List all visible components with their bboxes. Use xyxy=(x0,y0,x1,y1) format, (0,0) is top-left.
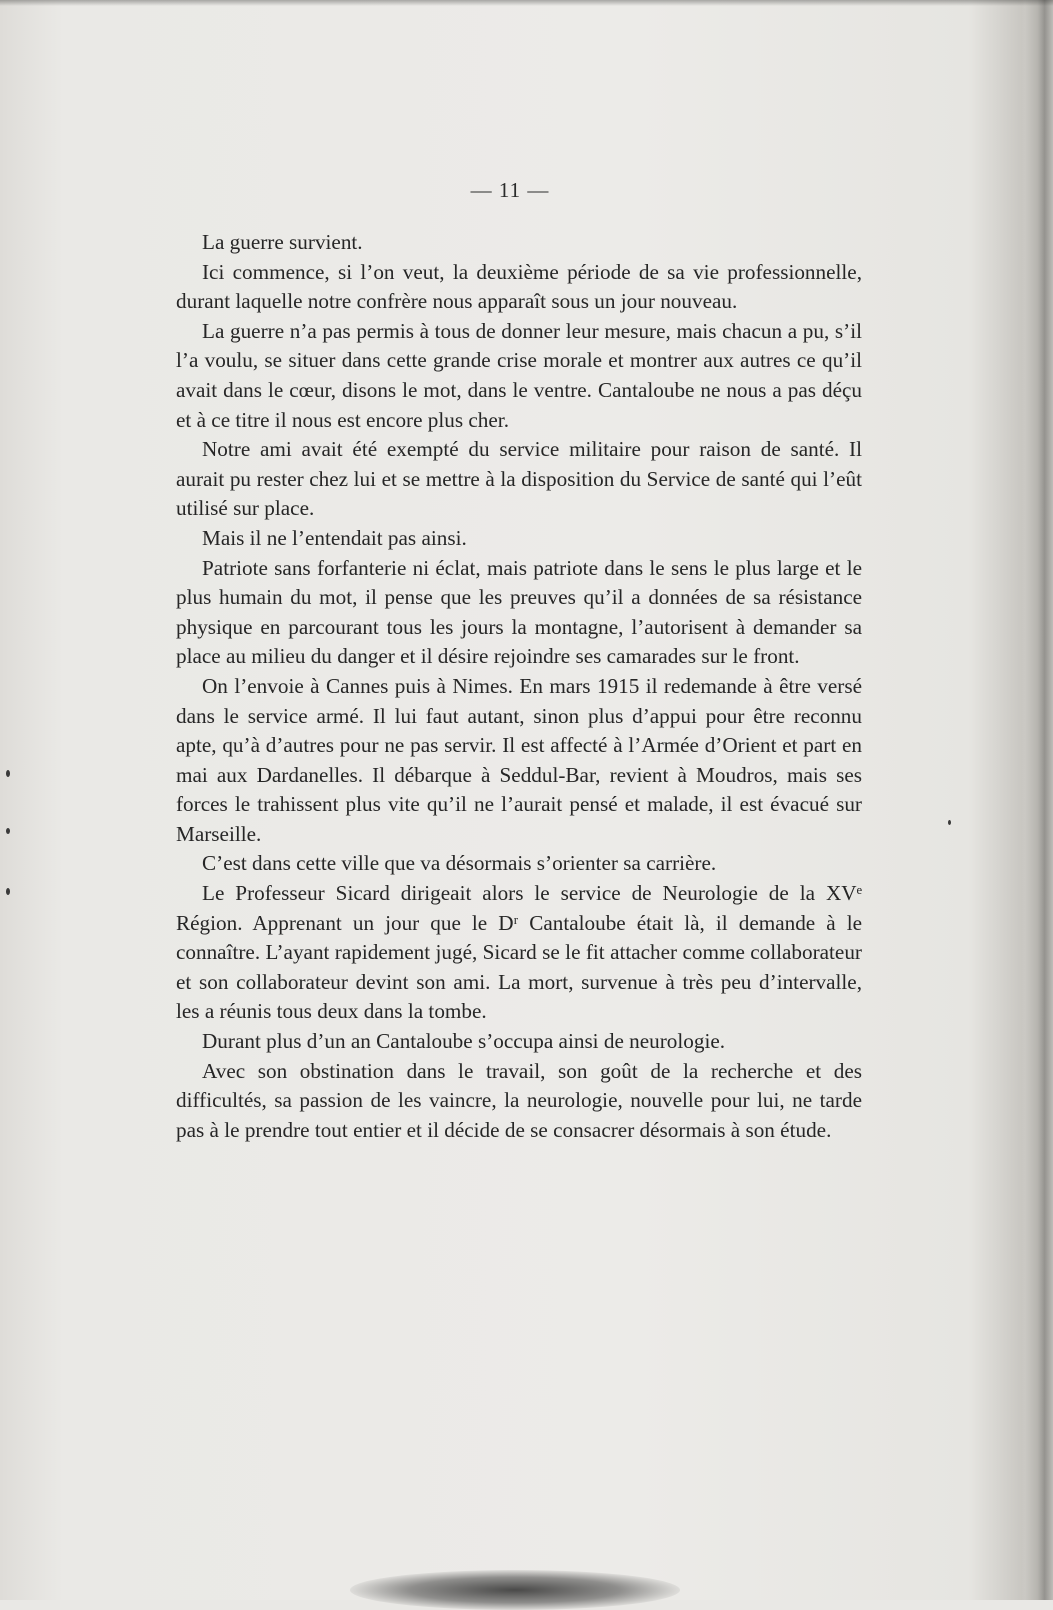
scan-speck xyxy=(6,828,10,834)
paragraph: La guerre n’a pas permis à tous de donner leur mesure, mais chacun a pu, s’il l’a voulu, se situer dans cette grande crise morale et montrer aux autres ce qu’il avait dans le cœur, disons le mot, dans le ventre. Cantaloube ne nous a pas déçu et à ce titre il nous est encore plus cher. xyxy=(176,318,862,432)
scan-speck xyxy=(6,888,10,895)
paragraph: Notre ami avait été exempté du service militaire pour raison de santé. Il aurait pu rester chez lui et se mettre à la disposition du Service de santé qui l’eût utilisé sur place. xyxy=(176,437,862,521)
page-top-edge-shadow xyxy=(0,0,1053,6)
scan-speck xyxy=(6,770,10,777)
paragraph: C’est dans cette ville que va désormais s’orienter sa carrière. xyxy=(202,851,717,876)
paragraph: Patriote sans forfanterie ni éclat, mais patriote dans le sens le plus large et le plus humain du mot, il pense que les preuves qu’il a données de sa résistance physique en parcourant tous les jours la montagne, l’autorisent à demander sa place au milieu du danger et il désire rejoindre ses camarades sur le front. xyxy=(176,555,862,669)
page-number: — 11 — xyxy=(470,178,550,202)
paragraph: Ici commence, si l’on veut, la deuxième période de sa vie professionnelle, durant laquelle notre confrère nous apparaît sous un jour nouveau. xyxy=(176,259,862,314)
body-text xyxy=(176,228,862,1145)
paragraph: On l’envoie à Cannes puis à Nimes. En mars 1915 il redemande à être versé dans le service armé. Il lui faut autant, sinon plus d’appui pour être reconnu apte, qu’à d’autres pour ne pas servir. Il est affecté à l’Armée d’Orient et part en mai aux Dardanelles. Il débarque à Seddul-Bar, revient à Moudros, mais ses forces le trahissent plus vite qu’il ne l’aurait pensé et malade, il est évacué sur Marseille. xyxy=(176,673,862,846)
paragraph: Le Professeur Sicard dirigeait alors le service de Neurologie de la XVᵉ Région. Apprenant un jour que le Dʳ Cantaloube était là, il demande à le connaître. L’ayant rapidement jugé, Sicard se le fit attacher comme collaborateur et son collaborateur devint son ami. La mort, survenue à très peu d’intervalle, les a réunis tous deux dans la tombe. xyxy=(176,881,862,1024)
paragraph: La guerre survient. xyxy=(202,230,363,254)
paragraph: Mais il ne l’entendait pas ainsi. xyxy=(202,525,467,550)
scan-speck xyxy=(948,820,951,825)
paragraph: Durant plus d’un an Cantaloube s’occupa ainsi de neurologie. xyxy=(202,1029,726,1054)
page-binding-shadow xyxy=(1025,0,1053,1600)
paragraph: Avec son obstination dans le travail, son goût de la recherche et des difficultés, sa passion de les vaincre, la neurologie, nouvelle pour lui, ne tarde pas à le prendre tout entier et il décide de se consacrer désormais à son étude. xyxy=(176,1058,862,1142)
bottom-scan-shadow xyxy=(350,1570,680,1610)
